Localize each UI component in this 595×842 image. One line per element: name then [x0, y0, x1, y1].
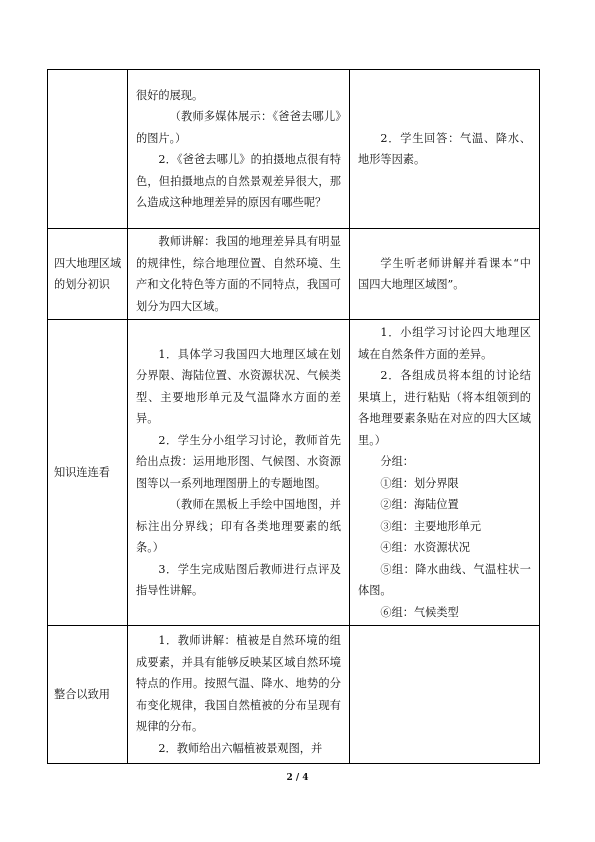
student-activity-cell	[350, 320, 540, 626]
teacher-activity-cell	[128, 229, 350, 320]
table-row	[48, 70, 540, 229]
teacher-activity-cell	[128, 70, 350, 229]
student-paragraph: 2．学生回答：气温、降水、地形等因素。	[358, 131, 531, 166]
teacher-paragraph: 很好的展现。	[136, 88, 204, 102]
student-paragraph: 2．各组成员将本组的讨论结果填上，进行粘贴（将本组领到的各地理要素条贴在对应的四大区域里。）	[358, 369, 531, 447]
student-paragraph: ①组：划分界限	[380, 476, 459, 490]
student-paragraph: 学生听老师讲解并看课本“中国四大地理区域图”。	[358, 256, 531, 291]
student-paragraph: ②组：海陆位置	[380, 498, 459, 511]
teacher-paragraph: 3．学生完成贴图后教师进行点评及指导性讲解。	[136, 562, 341, 597]
table-row	[48, 229, 540, 320]
student-paragraph: 1．小组学习讨论四大地理区域在自然条件方面的差异。	[358, 326, 531, 361]
teacher-paragraph: （教师多媒体展示：《爸爸去哪儿》的图片。）	[136, 110, 341, 145]
student-paragraph: ③组：主要地形单元	[380, 519, 482, 533]
teacher-paragraph: 1．教师讲解：植被是自然环境的组成要素，并具有能够反映某区域自然环境特点的作用。按照气温、降水、地势的分布变化规律，我国自然植被的分布呈现有规律的分布。	[136, 634, 341, 733]
row-label: 整合以致用	[54, 687, 110, 701]
student-paragraph: ④组：水资源状况	[380, 541, 470, 554]
student-activity-cell	[350, 626, 540, 764]
teacher-paragraph: 1．具体学习我国四大地理区域在划分界限、海陆位置、水资源状况、气候类型、主要地形单元及气温降水方面的差异。	[136, 347, 341, 425]
teacher-paragraph: （教师在黑板上手绘中国地图，并标注出分界线；印有各类地理要素的纸条。）	[136, 498, 341, 554]
row-label-cell	[48, 70, 128, 229]
student-paragraph: ⑤组：降水曲线、气温柱状一体图。	[358, 562, 531, 597]
student-paragraph: 分组：	[380, 455, 414, 468]
row-label-cell	[48, 320, 128, 626]
teacher-activity-cell	[128, 320, 350, 626]
page-number: 2 / 4	[286, 773, 309, 783]
row-label-cell	[48, 229, 128, 320]
teacher-paragraph: 2．《爸爸去哪儿》的拍摄地点很有特色，但拍摄地点的自然景观差异很大，那么造成这种地理差异的原因有哪些呢？	[136, 153, 341, 209]
student-activity-cell	[350, 229, 540, 320]
teacher-paragraph: 2．教师给出六幅植被景观图，并	[158, 741, 323, 755]
row-label: 四大地理区域的划分初识	[54, 256, 122, 291]
row-label-cell	[48, 626, 128, 764]
student-paragraph: ⑥组：气候类型	[380, 605, 459, 619]
student-activity-cell	[350, 70, 540, 229]
teacher-paragraph: 教师讲解：我国的地理差异具有明显的规律性，综合地理位置、自然环境、生产和文化特色等方面的不同特点，我国可划分为四大区域。	[136, 235, 341, 313]
row-label: 知识连连看	[54, 465, 110, 479]
table-row	[48, 320, 540, 626]
teacher-paragraph: 2．学生分小组学习讨论，教师首先给出点拨：运用地形图、气候图、水资源图等以一系列地理图册上的专题地图。	[136, 433, 341, 490]
lesson-plan-table	[47, 69, 540, 764]
table-row	[48, 626, 540, 764]
teacher-activity-cell	[128, 626, 350, 764]
